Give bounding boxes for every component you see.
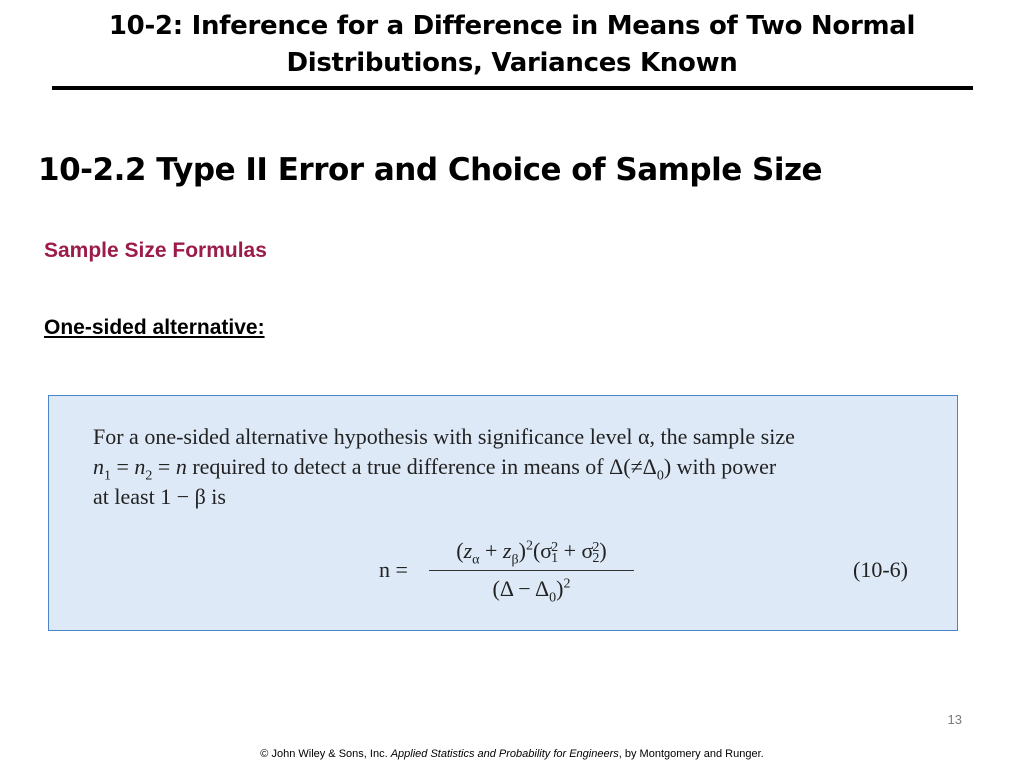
equation-number: (10-6) — [853, 557, 908, 582]
description-line-2: required to detect a true difference in means of Δ(≠Δ — [186, 454, 657, 479]
description-line-1: For a one-sided alternative hypothesis with significance level α, the sample size — [93, 424, 795, 449]
sample-size-formulas-heading: Sample Size Formulas — [44, 239, 267, 262]
sample-size-equation — [379, 538, 919, 608]
slide-title-line-1: 10-2: Inference for a Difference in Means of Two Normal — [108, 11, 916, 41]
footer-citation — [0, 748, 1024, 760]
one-sided-alternative-label: One-sided alternative: — [44, 316, 265, 339]
formula-box — [48, 395, 958, 631]
n1-subscript: 1 — [104, 468, 111, 484]
slide-title-line-2: Distributions, Variances Known — [286, 48, 738, 78]
footer-book-title: Applied Statistics and Probability for Engineers — [390, 748, 619, 760]
section-heading: 10-2.2 Type II Error and Choice of Sample Size — [38, 152, 823, 188]
n1-variable: n — [93, 454, 104, 479]
equals-sign-2: = — [152, 454, 176, 479]
formula-description — [93, 422, 923, 512]
equation-lhs: n = — [379, 557, 408, 582]
equation-numerator: $(z_\alpha + z_\beta)^2(\sigma$ 2 1 + σ 2 2 ) — [456, 538, 607, 568]
slide-title — [52, 8, 972, 82]
footer-copyright: © John Wiley & Sons, Inc. — [260, 748, 391, 760]
equation-denominator: $(\Delta - \Delta_0)^2$ — [492, 576, 571, 606]
n-variable: n — [175, 454, 187, 479]
description-line-2-end: ) with power — [663, 454, 777, 479]
equals-sign-1: = — [111, 454, 135, 479]
n2-variable: n — [134, 454, 146, 479]
page-number: 13 — [947, 712, 962, 727]
description-line-3: at least 1 − β is — [93, 484, 226, 509]
n2-subscript: 2 — [145, 468, 153, 484]
delta0-subscript: 0 — [656, 468, 664, 484]
footer-authors: , by Montgomery and Runger. — [618, 748, 764, 760]
fraction-bar — [429, 570, 634, 571]
title-underline-rule — [52, 86, 973, 90]
